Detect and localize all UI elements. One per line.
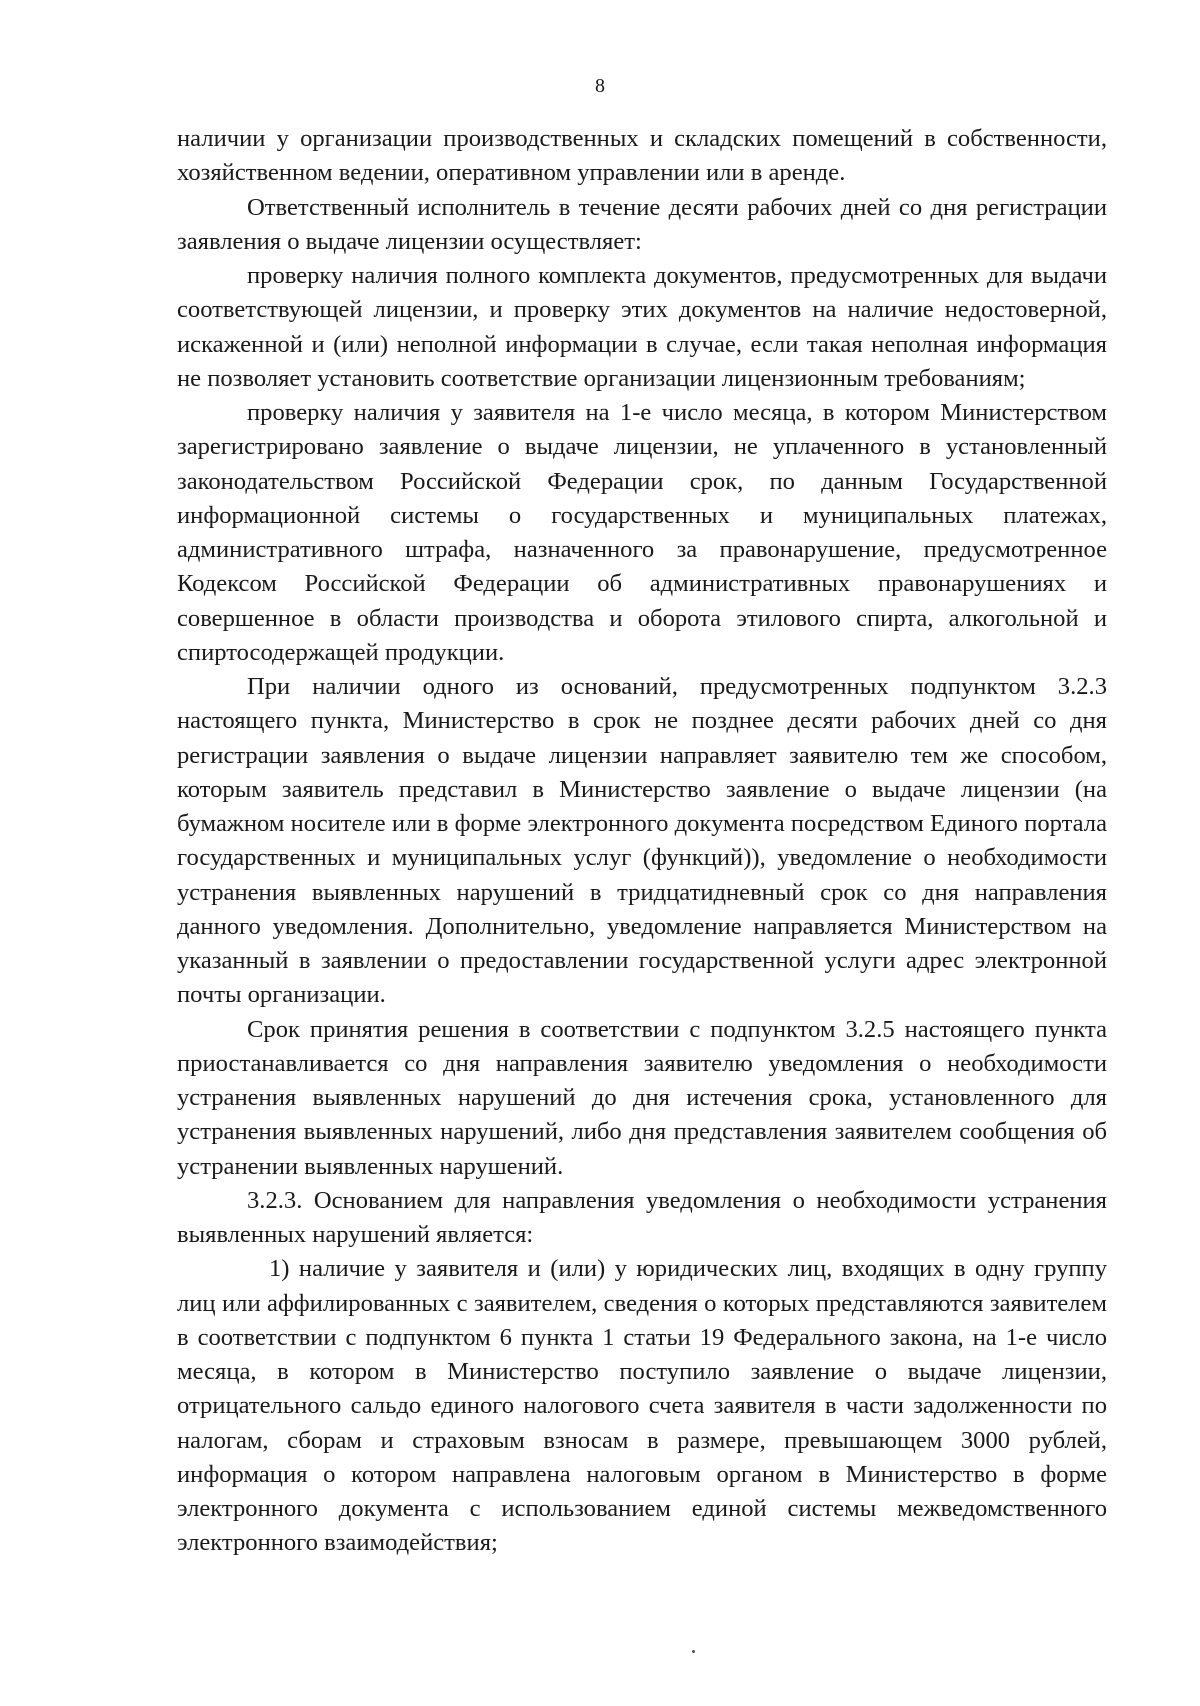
paragraph-fine-check: проверку наличия у заявителя на 1-е число месяца, в котором Министерством зарегистрировано заявление о выдаче лицензии, не уплаченного в установленный законодательством Российской Федерации срок, по данным Государственной информационной системы о государственных и муниципальных платежах, административного штрафа, назначенного за правонарушение, предусмотренное Кодексом Российской Федерации об административных правонарушениях и совершенное в области производства и оборота этилового спирта, алкогольной и спиртосодержащей продукции. (177, 399, 1107, 666)
paragraph-notification-grounds: При наличии одного из оснований, предусмотренных подпунктом 3.2.3 настоящего пункта, Министерство в срок не позднее десяти рабочих дней со дня регистрации заявления о выдаче лицензии направляет заявителю тем же способом, которым заявитель представил в Министерство заявление о выдаче лицензии (на бумажном носителе или в форме электронного документа посредством Единого портала государственных и муниципальных услуг (функций)), уведомление о необходимости устранения выявленных нарушений в тридцатидневный срок со дня направления данного уведомления. Дополнительно, уведомление направляется Министерством на указанный в заявлении о предоставлении государственной услуги адрес электронной почты организации. (177, 673, 1107, 1009)
paragraph-continuation: наличии у организации производственных и складских помещений в собственности, хозяйственном ведении, оперативном управлении или в аренде. (177, 125, 1107, 187)
page-number: 8 (595, 75, 605, 97)
paragraph-document-check: проверку наличия полного комплекта документов, предусмотренных для выдачи соответствующей лицензии, и проверку этих документов на наличие недостоверной, искаженной и (или) неполной информации в случае, если такая неполная информация не позволяет установить соответствие организации лицензионным требованиям; (177, 262, 1107, 392)
scan-speck (692, 1650, 695, 1653)
paragraph-decision-suspension: Срок принятия решения в соответствии с подпунктом 3.2.5 настоящего пункта приостанавливается со дня направления заявителю уведомления о необходимости устранения выявленных нарушений до дня истечения срока, установленного для устранения выявленных нарушений, либо дня представления заявителем сообщения об устранении выявленных нарушений. (177, 1015, 1107, 1180)
document-body (177, 122, 1107, 1561)
paragraph-responsible-executor: Ответственный исполнитель в течение десяти рабочих дней со дня регистрации заявления о выдаче лицензии осуществляет: (177, 193, 1107, 255)
paragraph-item-1: 1) наличие у заявителя и (или) у юридических лиц, входящих в одну группу лиц или аффилированных с заявителем, сведения о которых представляются заявителем в соответствии с подпунктом 6 пункта 1 статьи 19 Федерального закона, на 1-е число месяца, в котором в Министерство поступило заявление о выдаче лицензии, отрицательного сальдо единого налогового счета заявителя в части задолженности по налогам, сборам и страховым взносам в размере, превышающем 3000 рублей, информация о котором направлена налоговым органом в Министерство в форме электронного документа с использованием единой системы межведомственного электронного взаимодействия; (177, 1255, 1107, 1557)
paragraph-clause-3-2-3: 3.2.3. Основанием для направления уведомления о необходимости устранения выявленных нарушений является: (177, 1186, 1107, 1248)
